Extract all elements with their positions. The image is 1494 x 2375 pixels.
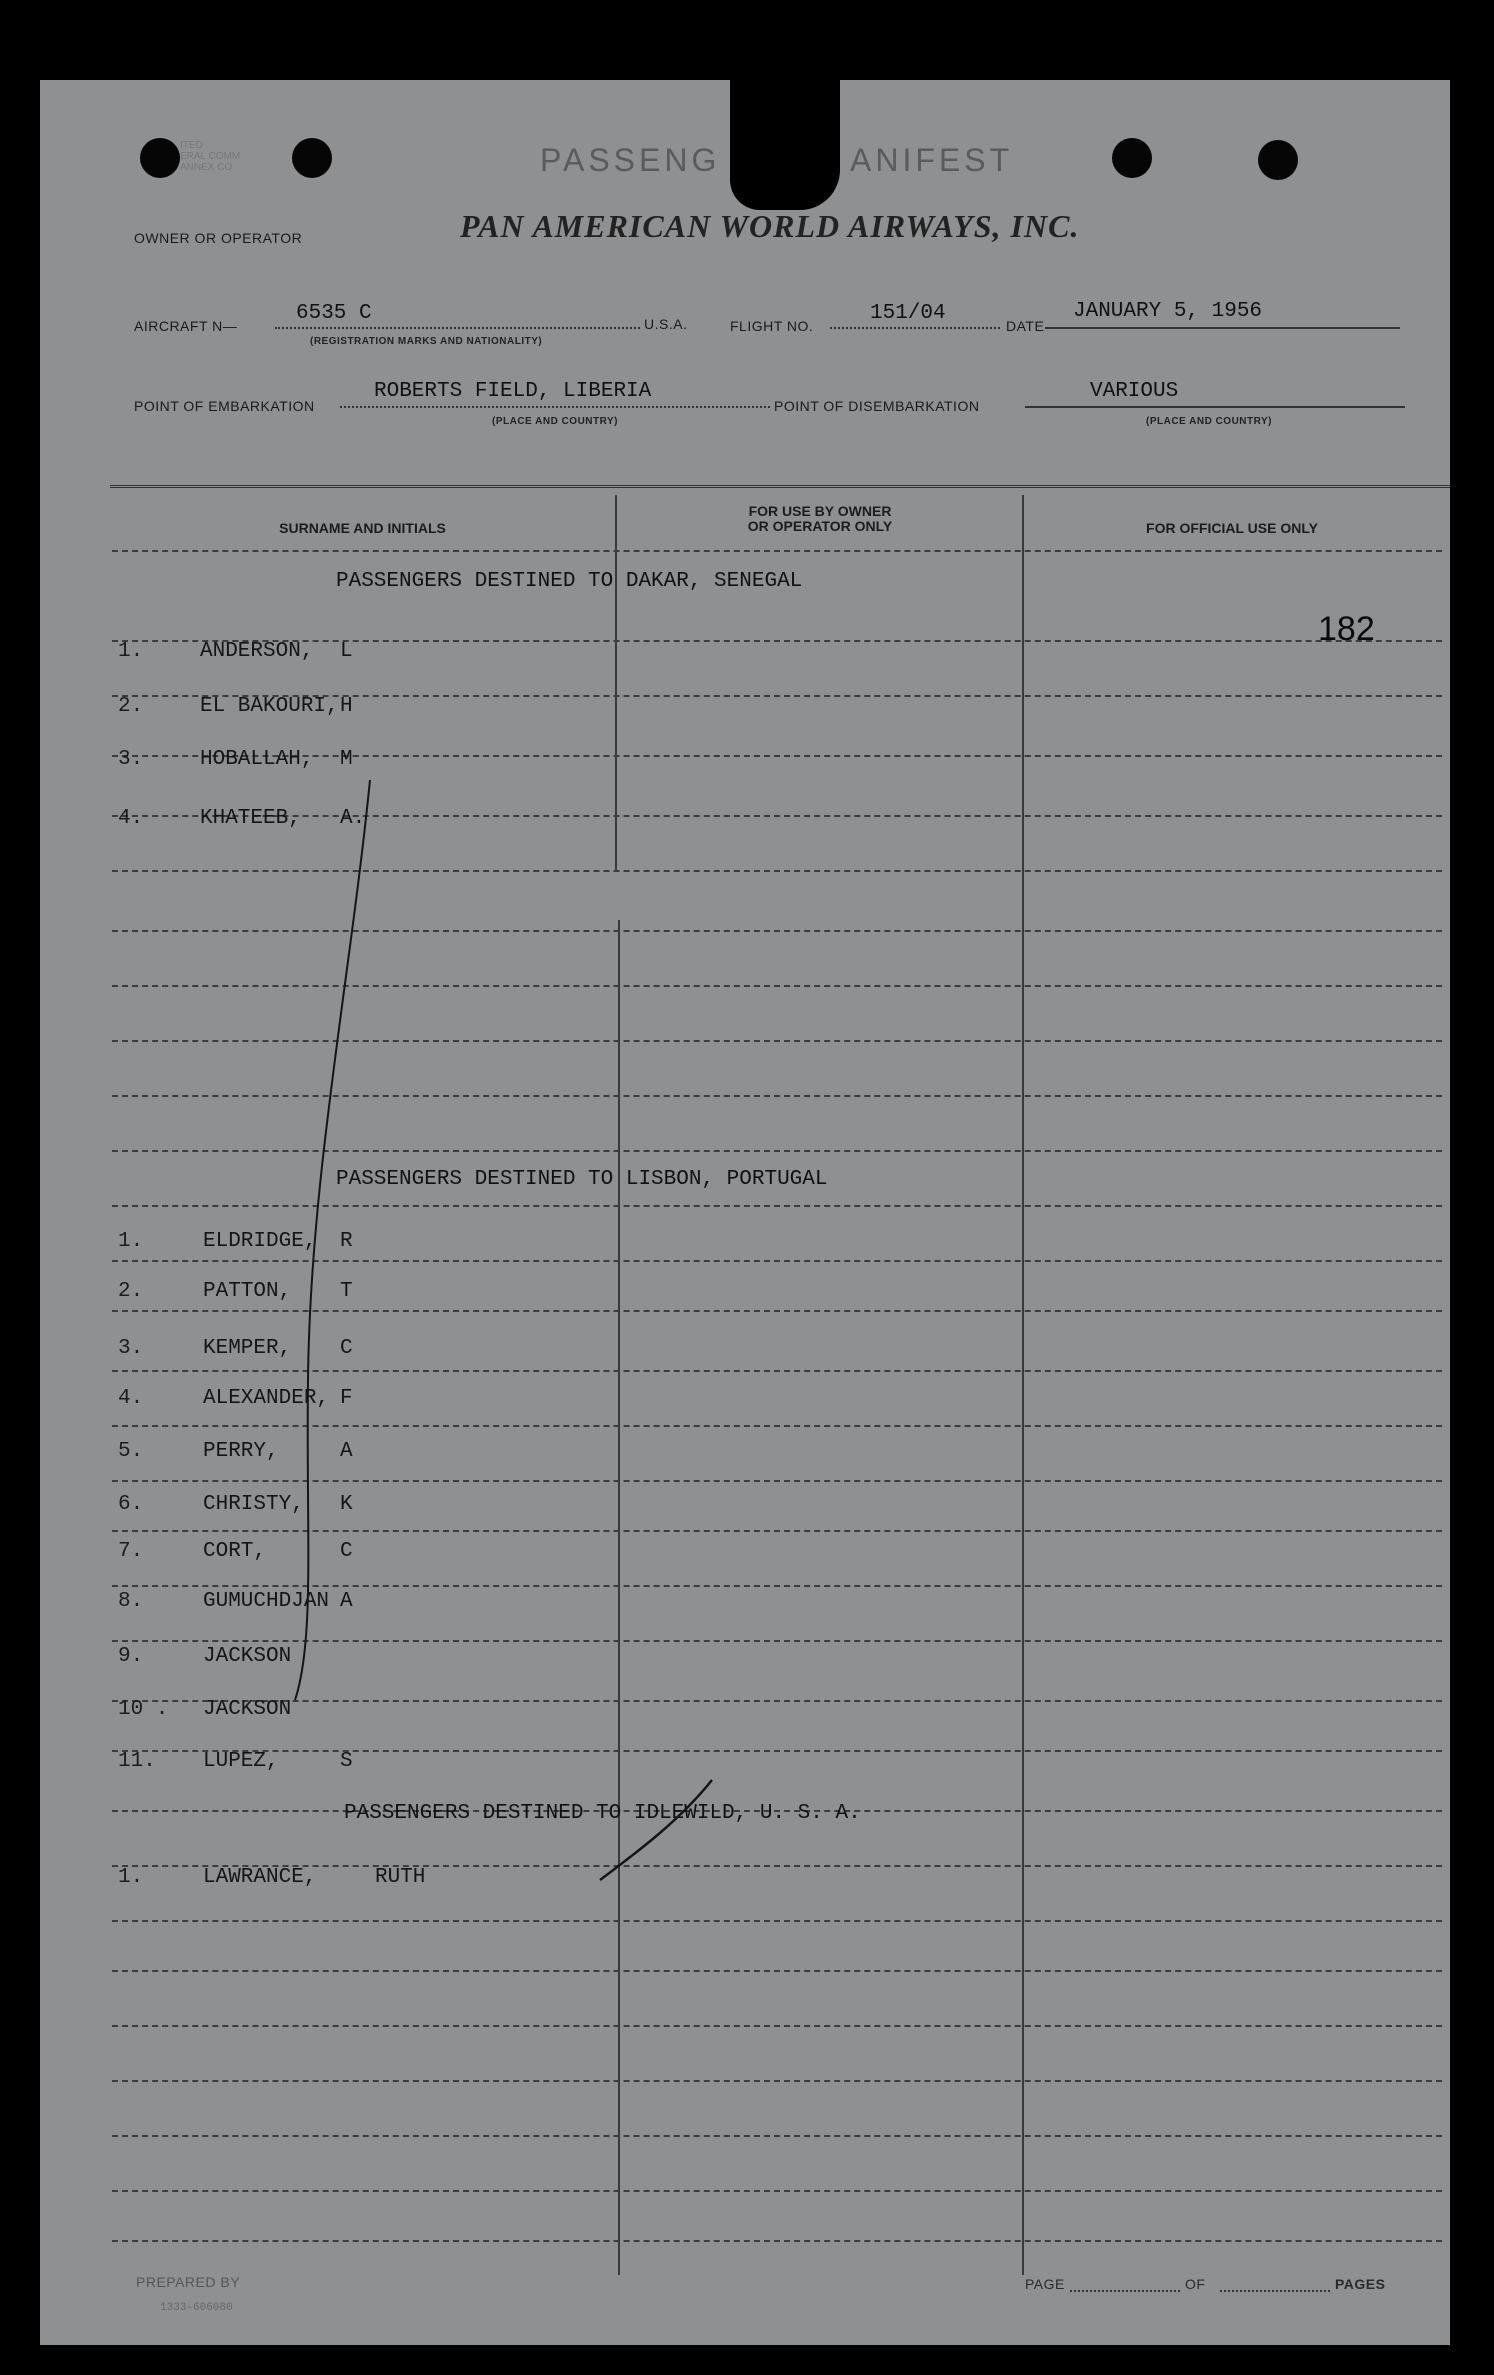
passenger-surname: KHATEEB,: [200, 807, 301, 830]
passenger-number: 7.: [118, 1540, 144, 1563]
passenger-surname: PATTON,: [203, 1280, 292, 1303]
passenger-initial: A: [340, 1440, 353, 1463]
passenger-number: 1.: [118, 640, 144, 663]
manifest-sheet: [40, 80, 1450, 2345]
passenger-initial: C: [340, 1337, 353, 1360]
owner-label: OWNER OR OPERATOR: [134, 230, 303, 246]
passenger-initial: C: [340, 1540, 353, 1563]
passenger-initial: RUTH: [375, 1866, 426, 1889]
flight-value: 151/04: [870, 302, 946, 325]
passenger-initial: H: [340, 695, 353, 718]
registration-caption: (REGISTRATION MARKS AND NATIONALITY): [310, 336, 543, 347]
passenger-number: 5.: [118, 1440, 144, 1463]
passenger-surname: CHRISTY,: [203, 1493, 304, 1516]
passenger-number: 8.: [118, 1590, 144, 1613]
passenger-initial: L: [340, 640, 353, 663]
official-number: 182: [1318, 610, 1375, 648]
passenger-number: 9.: [118, 1645, 144, 1668]
passenger-initial: K: [340, 1493, 353, 1516]
form-number: 1333-606080: [160, 2302, 233, 2314]
passenger-surname: ALEXANDER,: [203, 1387, 330, 1410]
page-label: PAGE: [1025, 2276, 1065, 2292]
corner-stamp: ITED ERAL COMM ANNEX CO: [180, 140, 241, 173]
embark-value: ROBERTS FIELD, LIBERIA: [374, 380, 652, 403]
pages-label: PAGES: [1335, 2276, 1386, 2292]
passenger-initial: A.: [340, 807, 366, 830]
passenger-surname: LUPEZ,: [203, 1750, 279, 1773]
group-heading: PASSENGERS DESTINED TO DAKAR, SENEGAL: [336, 570, 803, 593]
official-column-header: FOR OFFICIAL USE ONLY: [1146, 520, 1318, 536]
of-label: OF: [1185, 2276, 1206, 2292]
passenger-surname: EL BAKOURI,: [200, 695, 339, 718]
passenger-number: 4.: [118, 1387, 144, 1410]
page-underline: [1070, 2290, 1180, 2292]
passenger-initial: S: [340, 1750, 353, 1773]
date-value: JANUARY 5, 1956: [1073, 300, 1263, 323]
disembark-value: VARIOUS: [1090, 380, 1179, 403]
form-title-right: ANIFEST: [850, 142, 1014, 178]
passenger-initial: M: [340, 748, 353, 771]
carrier-name: PAN AMERICAN WORLD AIRWAYS, INC.: [460, 208, 1080, 244]
surname-column-header: SURNAME AND INITIALS: [279, 520, 446, 536]
aircraft-label: AIRCRAFT N—: [134, 318, 238, 334]
owner-column-header: FOR USE BY OWNER OR OPERATOR ONLY: [747, 503, 893, 534]
passenger-surname: ELDRIDGE,: [203, 1230, 317, 1253]
passenger-surname: JACKSON: [203, 1698, 292, 1721]
date-label: DATE: [1006, 318, 1045, 334]
passenger-surname: ANDERSON,: [200, 640, 314, 663]
passenger-number: 4.: [118, 807, 144, 830]
of-underline: [1220, 2290, 1330, 2292]
passenger-number: 2.: [118, 1280, 144, 1303]
passenger-initial: A: [340, 1590, 353, 1613]
aircraft-value: 6535 C: [296, 302, 372, 325]
passenger-number: 1.: [118, 1230, 144, 1253]
group-heading: PASSENGERS DESTINED TO IDLEWILD, U. S. A.: [344, 1802, 861, 1825]
passenger-surname: PERRY,: [203, 1440, 279, 1463]
disembark-label: POINT OF DISEMBARKATION: [774, 398, 980, 414]
passenger-number: 10 .: [118, 1698, 169, 1721]
group-heading: PASSENGERS DESTINED TO LISBON, PORTUGAL: [336, 1168, 828, 1191]
passenger-surname: JACKSON: [203, 1645, 292, 1668]
flight-label: FLIGHT NO.: [730, 318, 814, 334]
passenger-number: 6.: [118, 1493, 144, 1516]
usa-label: U.S.A.: [644, 316, 688, 332]
form-title-left: PASSENG: [540, 142, 721, 178]
passenger-initial: R: [340, 1230, 353, 1253]
passenger-surname: KEMPER,: [203, 1337, 292, 1360]
passenger-surname: HOBALLAH,: [200, 748, 314, 771]
passenger-initial: F: [340, 1387, 353, 1410]
passenger-number: 3.: [118, 748, 144, 771]
passenger-surname: GUMUCHDJAN: [203, 1590, 330, 1613]
passenger-number: 11.: [118, 1750, 156, 1773]
passenger-surname: LAWRANCE,: [203, 1866, 317, 1889]
passenger-initial: T: [340, 1280, 353, 1303]
passenger-number: 1.: [118, 1866, 144, 1889]
pen-strokes: [40, 80, 1450, 2345]
passenger-number: 3.: [118, 1337, 144, 1360]
disembark-caption: (PLACE AND COUNTRY): [1146, 416, 1272, 427]
passenger-number: 2.: [118, 695, 144, 718]
embark-caption: (PLACE AND COUNTRY): [492, 416, 618, 427]
prepared-label: PREPARED BY: [136, 2274, 241, 2290]
passenger-surname: CORT,: [203, 1540, 267, 1563]
embark-label: POINT OF EMBARKATION: [134, 398, 315, 414]
